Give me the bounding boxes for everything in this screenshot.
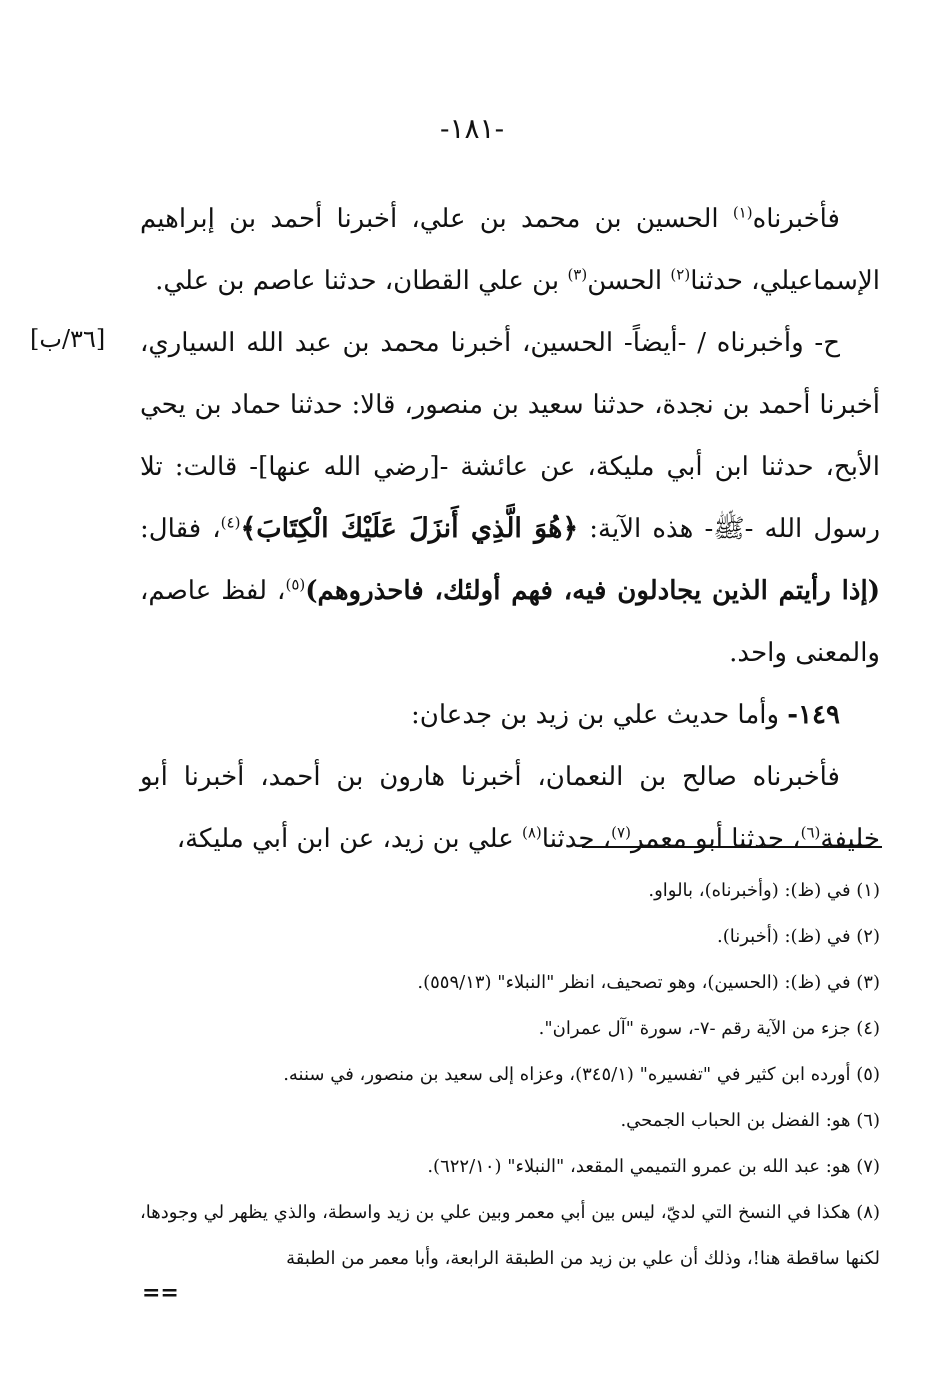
text-run: فأخبرناه صالح بن النعمان، أخبرنا هارون بن أحمد، أخبرنا أبو خليفة xyxy=(140,762,880,854)
footnote-3: (٣) في (ظ): (الحسين)، وهو تصحيف، انظر "النبلاء" (٥٥٩/١٣). xyxy=(417,972,880,993)
text-run: ح- وأخبرناه / -أيضاً- الحسين، أخبرنا محمد بن عبد الله السياري، أخبرنا أحمد بن نجدة، حدثنا سعيد بن منصور، قالا: حدثنا حماد بن يحي الأبح، حدثنا ابن أبي مليكة، عن عائشة -[رضي الله عنها]- قالت: تلا رسول الله -ﷺ- هذه الآية: xyxy=(140,328,881,544)
text-run: ، حدثنا xyxy=(541,824,612,854)
text-run: بن علي القطان، حدثنا عاصم بن علي. xyxy=(155,266,568,296)
footnote-ref-5: (٥) xyxy=(285,575,306,594)
footnote-ref-6: (٦) xyxy=(800,823,821,842)
footnote-ref-8: (٨) xyxy=(521,823,542,842)
footnote-2: (٢) في (ظ): (أخبرنا). xyxy=(716,926,880,947)
text-run: الحسين بن محمد بن علي، أخبرنا أحمد بن إبراهيم الإسماعيلي، حدثنا xyxy=(140,204,880,296)
text-run: وأما حديث علي بن زيد بن جدعان: xyxy=(411,700,788,730)
text-run: علي بن زيد، عن ابن أبي مليكة، xyxy=(176,824,522,854)
footnote-ref-2: (٢) xyxy=(670,265,691,284)
continuation-mark: == xyxy=(142,1280,179,1306)
hadith-text: (إذا رأيتم الذين يجادلون فيه، فهم أولئك، فاحذروهم) xyxy=(305,576,880,606)
footnotes xyxy=(140,868,880,1282)
page-number: -١٨١- xyxy=(439,112,505,145)
footnote-ref-7: (٧) xyxy=(611,823,631,842)
footnote-divider xyxy=(582,846,882,848)
text-run: ، لفظ عاصم، والمعنى واحد. xyxy=(140,576,880,668)
paragraph-2 xyxy=(140,312,880,684)
text-run: فأخبرناه xyxy=(752,204,840,234)
footnote-5: (٥) أورده ابن كثير في "تفسيره" (٣٤٥/١)، وعزاه إلى سعيد بن منصور، في سننه. xyxy=(283,1064,880,1085)
hadith-number: ١٤٩- xyxy=(787,700,840,730)
footnote-ref-4: (٤) xyxy=(220,513,241,532)
footnote-ref-3: (٣) xyxy=(567,265,588,284)
text-run: ، فقال: xyxy=(140,514,221,544)
paragraph-3 xyxy=(140,684,880,746)
quran-verse: ﴿هُوَ الَّذِي أَنزَلَ عَلَيْكَ الْكِتَابَ﴾ xyxy=(240,513,579,544)
footnote-ref-1: (١) xyxy=(732,203,753,222)
footnote-1: (١) في (ظ): (وأخبرناه)، بالواو. xyxy=(648,880,880,901)
manuscript-folio-ref: [٣٦/ب] xyxy=(30,325,106,353)
text-run: الحسن xyxy=(587,266,671,296)
footnote-6: (٦) هو: الفضل بن الحباب الجمحي. xyxy=(620,1110,880,1131)
paragraph-1 xyxy=(140,188,880,312)
paragraph-4 xyxy=(140,746,880,870)
footnote-4: (٤) جزء من الآية رقم -٧-، سورة "آل عمران". xyxy=(538,1018,880,1039)
footnote-8: (٨) هكذا في النسخ التي لديّ، ليس بين أبي معمر وبين علي بن زيد واسطة، والذي يظهر لي وجودها، لكنها ساقطة هنا!، وذلك أن علي بن زيد من الطبقة الرابعة، وأبا معمر من الطبقة xyxy=(140,1202,880,1269)
footnote-7: (٧) هو: عبد الله بن عمرو التميمي المقعد، "النبلاء" (٦٢٢/١٠). xyxy=(427,1156,880,1177)
main-text xyxy=(140,188,880,870)
text-run: ، حدثنا أبو معمر xyxy=(630,824,801,854)
